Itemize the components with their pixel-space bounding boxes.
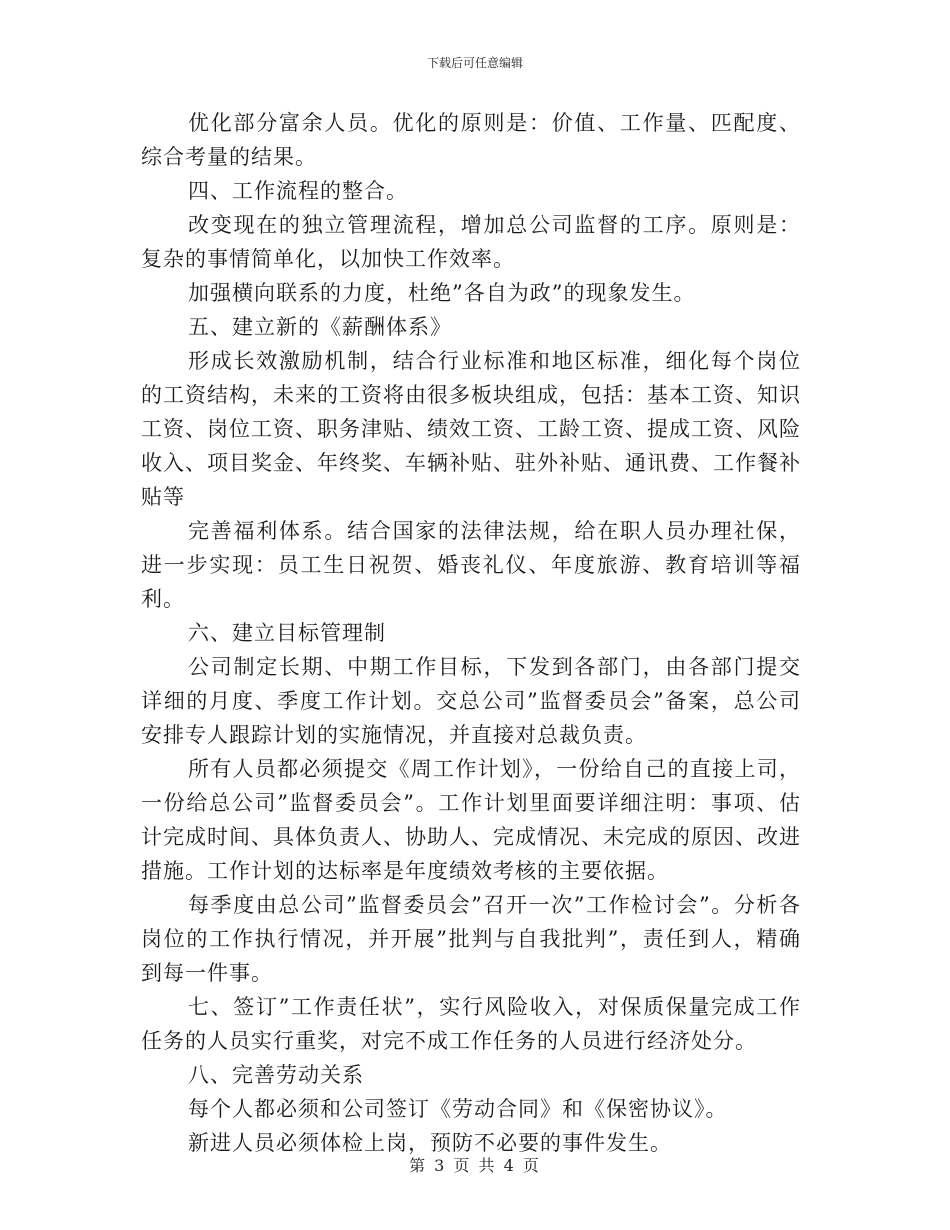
- paragraph: 所有人员都必须提交《周工作计划》，一份给自己的直接上司，一份给总公司”监督委员会”。工作计划里面要详细注明：事项、估计完成时间、具体负责人、协助人、完成情况、未完成的原因、改进措施。工作计划的达标率是年度绩效考核的主要依据。: [141, 757, 801, 883]
- paragraph: 公司制定长期、中期工作目标，下发到各部门，由各部门提交详细的月度、季度工作计划。交总公司”监督委员会”备案，总公司安排专人跟踪计划的实施情况，并直接对总裁负责。: [141, 655, 801, 747]
- paragraph: 形成长效激励机制，结合行业标准和地区标准，细化每个岗位的工资结构，未来的工资将由很多板块组成，包括：基本工资、知识工资、岗位工资、职务津贴、绩效工资、工龄工资、提成工资、风险收入、项目奖金、年终奖、车辆补贴、驻外补贴、通讯费、工作餐补贴等: [141, 349, 801, 509]
- paragraph: 完善福利体系。结合国家的法律法规，给在职人员办理社保，进一步实现：员工生日祝贺、婚丧礼仪、年度旅游、教育培训等福利。: [141, 519, 801, 611]
- page-footer: 第 3 页 共 4 页: [409, 1156, 541, 1175]
- document-body: [141, 106, 801, 1160]
- paragraph: 新进人员必须体检上岗，预防不必要的事件发生。: [188, 1131, 672, 1155]
- section-heading: 四、工作流程的整合。: [188, 179, 408, 203]
- paragraph: 改变现在的独立管理流程，增加总公司监督的工序。原则是：复杂的事情简单化，以加快工作效率。: [141, 213, 801, 271]
- section-heading: 七、签订”工作责任状”，实行风险收入，对保质保量完成工作任务的人员实行重奖，对完不成工作任务的人员进行经济处分。: [141, 995, 801, 1053]
- page-header: 下载后可任意编辑: [426, 56, 523, 70]
- section-heading: 六、建立目标管理制: [188, 621, 386, 645]
- paragraph: 每季度由总公司”监督委员会”召开一次”工作检讨会”。分析各岗位的工作执行情况，并开展”批判与自我批判”，责任到人，精确到每一件事。: [141, 893, 801, 985]
- paragraph: 优化部分富余人员。优化的原则是：价值、工作量、匹配度、综合考量的结果。: [141, 111, 801, 169]
- section-heading: 五、建立新的《薪酬体系》: [188, 315, 452, 339]
- paragraph: 加强横向联系的力度，杜绝”各自为政”的现象发生。: [188, 281, 696, 305]
- section-heading: 八、完善劳动关系: [188, 1063, 364, 1087]
- paragraph: 每个人都必须和公司签订《劳动合同》和《保密协议》。: [188, 1097, 728, 1121]
